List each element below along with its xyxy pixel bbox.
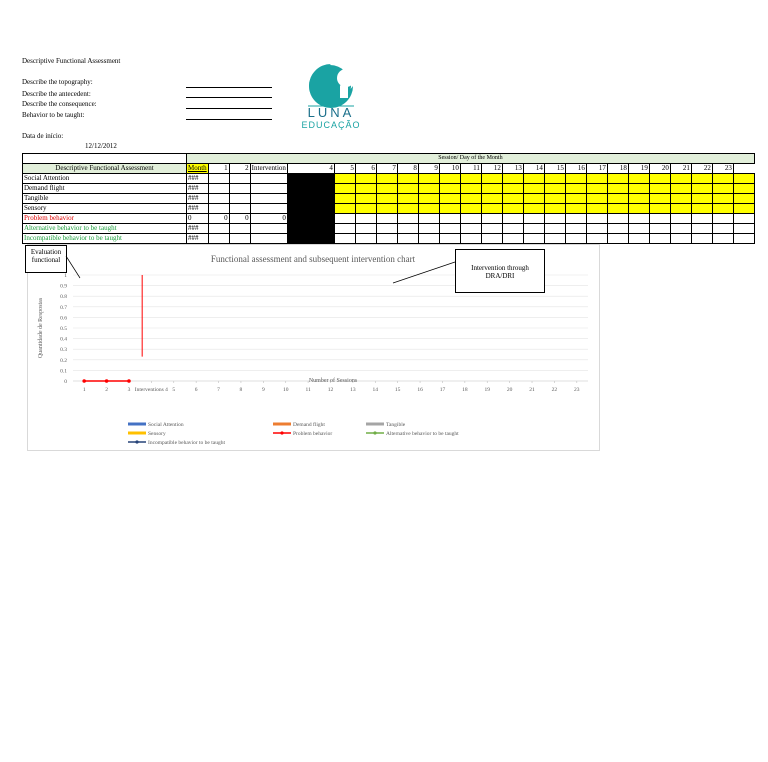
day-header: 12	[481, 164, 502, 174]
topography-label: Describe the topography:	[22, 78, 93, 86]
intervention-callout: Intervention through DRA/DRI	[455, 249, 545, 293]
y-tick-label: 0.6	[60, 315, 67, 322]
start-date-label: Data de início:	[22, 132, 64, 140]
day-header: 7	[376, 164, 397, 174]
x-tick-label: 20	[506, 387, 513, 393]
data-point	[82, 379, 86, 383]
x-tick-label: 11	[305, 387, 311, 393]
day-header: 14	[523, 164, 544, 174]
document-title: Descriptive Functional Assessment	[22, 57, 121, 65]
month-value: ###	[187, 174, 209, 184]
x-tick-label: 9	[261, 387, 265, 393]
x-tick-label: 7	[217, 387, 220, 393]
legend-label: Problem behavior	[293, 431, 333, 437]
chart-title: Functional assessment and subsequent intervention chart	[210, 254, 416, 264]
callout-pointers	[0, 0, 768, 300]
day-header: 23	[712, 164, 733, 174]
day-header: 10	[439, 164, 460, 174]
legend-label: Social Attention	[148, 422, 184, 428]
legend-label: Tangible	[386, 422, 406, 428]
x-tick-label: 13	[350, 387, 356, 393]
day-header: 17	[586, 164, 607, 174]
session-group-header: Session/ Day of the Month	[187, 154, 755, 164]
y-tick-label: 1	[64, 273, 67, 279]
y-axis-label: Quantidade de Respostas	[38, 297, 44, 359]
intervention-pointer	[393, 262, 455, 283]
y-tick-label: 0.8	[60, 294, 67, 301]
day-header: 13	[502, 164, 523, 174]
y-tick-label: 0.2	[60, 357, 67, 364]
legend-marker	[135, 440, 138, 443]
data-cell: 0	[250, 214, 287, 224]
day-header: 9	[418, 164, 439, 174]
day-header: 20	[649, 164, 670, 174]
day-header: 18	[607, 164, 628, 174]
x-tick-label: 10	[282, 387, 289, 393]
day-header: 19	[628, 164, 649, 174]
month-value: ###	[187, 194, 209, 204]
day-header: 22	[691, 164, 712, 174]
row-header-title: Descriptive Functional Assessment	[23, 164, 187, 174]
day-header: 15	[544, 164, 565, 174]
data-point	[127, 379, 131, 383]
x-tick-label: 22	[551, 387, 558, 393]
x-tick-label: 21	[529, 387, 535, 393]
data-point	[105, 379, 109, 383]
month-header: Month	[188, 164, 207, 172]
legend-label: Sensory	[148, 431, 166, 437]
y-tick-label: 0.4	[60, 336, 67, 343]
x-tick-label: 18	[462, 387, 468, 393]
data-cell: 0	[208, 214, 229, 224]
x-tick-label: 16	[417, 387, 423, 393]
y-tick-label: 0.7	[60, 304, 67, 311]
row-label: Tangible	[23, 194, 187, 204]
month-value: ###	[187, 224, 209, 234]
day-header: 11	[460, 164, 481, 174]
row-label: Sensory	[23, 204, 187, 214]
x-tick-label: 15	[394, 387, 401, 393]
legend-marker	[280, 431, 283, 434]
month-value: ###	[187, 184, 209, 194]
row-label: Demand flight	[23, 184, 187, 194]
antecedent-label: Describe the antecedent:	[22, 90, 91, 98]
logo-subtitle: EDUCAÇÃO	[301, 120, 361, 130]
y-tick-label: 0.3	[60, 347, 67, 354]
month-value: 0	[187, 214, 209, 224]
x-tick-label: 12	[327, 387, 334, 393]
legend-marker	[373, 431, 376, 434]
y-tick-label: 0.9	[60, 283, 67, 290]
x-tick-label: 2	[105, 387, 108, 393]
day-header: 1	[208, 164, 229, 174]
x-tick-label: Interventions 4	[134, 387, 168, 393]
consequence-label: Describe the consequence:	[22, 100, 97, 108]
day-header: 6	[355, 164, 376, 174]
behavior-label: Behavior to be taught:	[22, 111, 85, 119]
x-tick-label: 3	[127, 387, 131, 393]
x-tick-label: 17	[439, 387, 446, 393]
day-header: 2	[229, 164, 250, 174]
logo-name: LUNA	[307, 105, 355, 120]
y-tick-label: 0.5	[60, 326, 67, 332]
day-header: 21	[670, 164, 691, 174]
day-header: 16	[565, 164, 586, 174]
intervention-header: Intervention	[251, 164, 286, 172]
x-tick-label: 19	[484, 387, 490, 393]
day-header: 5	[334, 164, 355, 174]
y-tick-label: 0	[64, 379, 67, 385]
day-header: 8	[397, 164, 418, 174]
x-tick-label: 23	[574, 387, 580, 393]
y-tick-label: 0.1	[60, 368, 67, 375]
row-label: Alternative behavior to be taught	[23, 224, 187, 234]
row-label: Social Attention	[23, 174, 187, 184]
row-label: Incompatible behavior to be taught	[23, 234, 187, 244]
month-value: ###	[187, 234, 209, 244]
x-tick-label: 5	[172, 387, 176, 393]
x-tick-label: 14	[372, 387, 379, 393]
data-cell: 0	[229, 214, 250, 224]
legend-label: Alternative behavior to be taught	[386, 431, 459, 437]
x-tick-label: 1	[82, 387, 86, 393]
x-tick-label: 6	[194, 387, 198, 393]
row-label: Problem behavior	[23, 214, 187, 224]
x-axis-label: Number of Sessions	[308, 378, 358, 384]
legend-label: Demand flight	[293, 422, 325, 428]
month-value: ###	[187, 204, 209, 214]
x-tick-label: 8	[239, 387, 243, 393]
day-header: 4	[287, 164, 334, 174]
legend-label: Incompatible behavior to be taught	[148, 440, 225, 446]
evaluation-callout: Evaluation functional	[25, 245, 67, 273]
evaluation-pointer	[66, 256, 80, 278]
start-date-value: 12/12/2012	[85, 142, 117, 150]
